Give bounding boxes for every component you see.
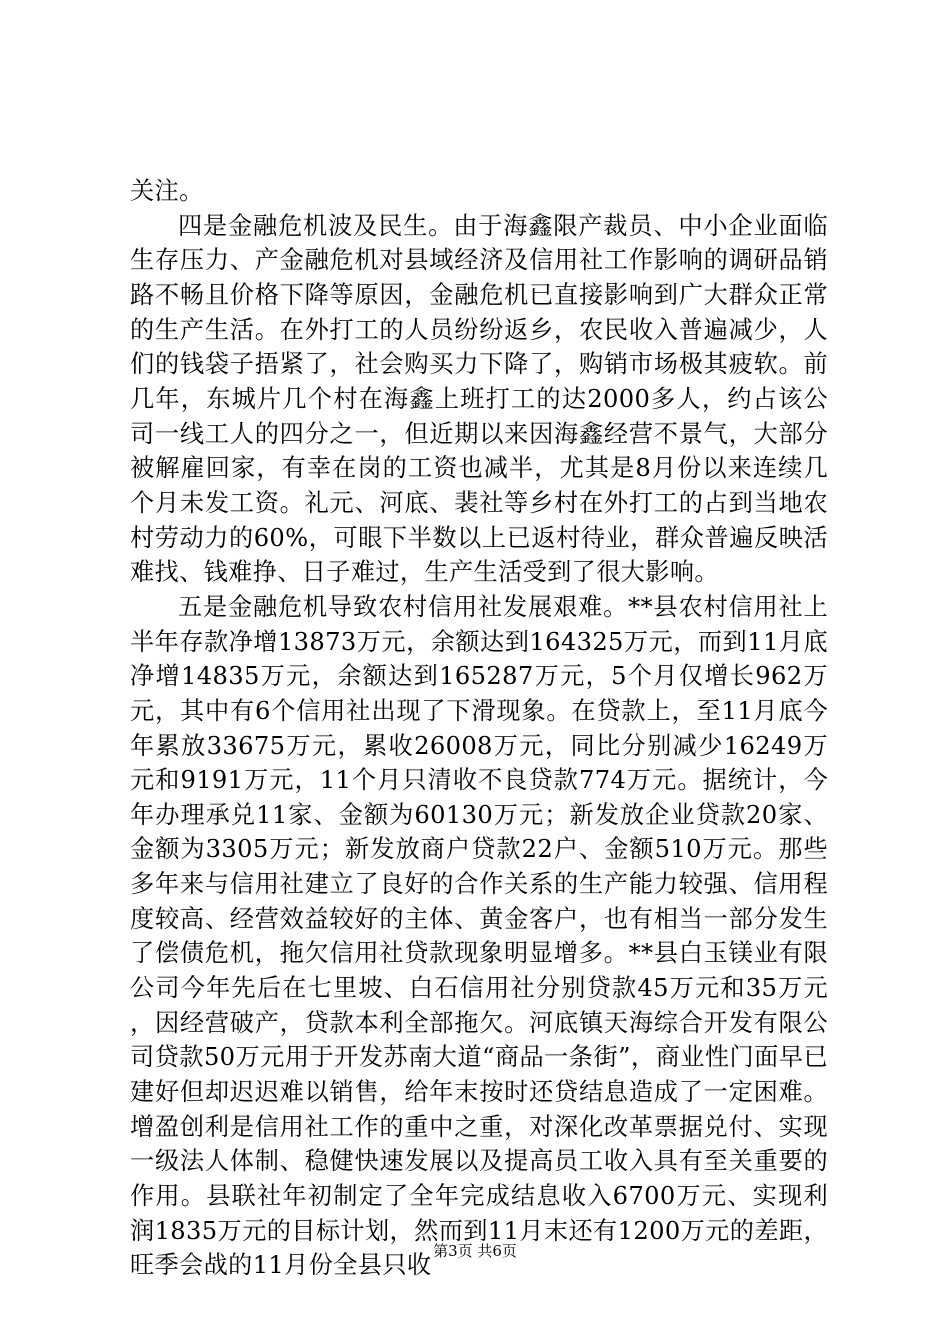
page-footer: 第3页 共6页 bbox=[433, 1242, 517, 1260]
paragraph-livelihood-impact: 四是金融危机波及民生。由于海鑫限产裁员、中小企业面临生存压力、产金融危机对县域经济及信用社工作影响的调研品销路不畅且价格下降等原因，金融危机已直接影响到广大群众正常的生产生活。在外打工的人员纷纷返乡，农民收入普遍减少，人们的钱袋子捂紧了，社会购买力下降了，购销市场极其疲软。前几年，东城片几个村在海鑫上班打工的达2000多人，约占该公司一线工人的四分之一，但近期以来因海鑫经营不景气，大部分被解雇回家，有幸在岗的工资也减半，尤其是8月份以来连续几个月未发工资。礼元、河底、裴社等乡村在外打工的占到当地农村劳动力的60%，可眼下半数以上已返村待业，群众普遍反映活难找、钱难挣、日子难过，生产生活受到了很大影响。 bbox=[130, 211, 828, 587]
paragraph-credit-union-difficulty: 五是金融危机导致农村信用社发展艰难。**县农村信用社上半年存款净增13873万元，余额达到164325万元，而到11月底净增14835万元，余额达到165287万元，5个月仅增长962万元，其中有6个信用社出现了下滑现象。在贷款上，至11月底今年累放33675万元，累收26008万元，同比分别减少16249万元和9191万元，11个月只清收不良贷款774万元。据统计，今年办理承兑11家、金额为60130万元；新发放企业贷款20家、金额为3305万元；新发放商户贷款22户、金额510万元。那些多年来与信用社建立了良好的合作关系的生产能力较强、信用程度较高、经营效益较好的主体、黄金客户，也有相当一部分发生了偿债危机，拖欠信用社贷款现象明显增多。**县白玉镁业有限公司今年先后在七里坡、白石信用社分别贷款45万元和35万元，因经营破产，贷款本利全部拖欠。河底镇天海综合开发有限公司贷款50万元用于开发苏南大道“商品一条街”，商业性门面早已建好但却迟迟难以销售，给年末按时还贷结息造成了一定困难。增盈创利是信用社工作的重中之重，对深化改革票据兑付、实现一级法人体制、稳健快速发展以及提高员工收入具有至关重要的作用。县联社年初制定了全年完成结息收入6700万元、实现利润1835万元的目标计划，然而到11月末还有1200万元的差距，旺季会战的11月份全县只收 bbox=[130, 592, 828, 1280]
paragraph-continuation: 关注。 bbox=[130, 177, 204, 205]
body-text bbox=[130, 174, 828, 1283]
